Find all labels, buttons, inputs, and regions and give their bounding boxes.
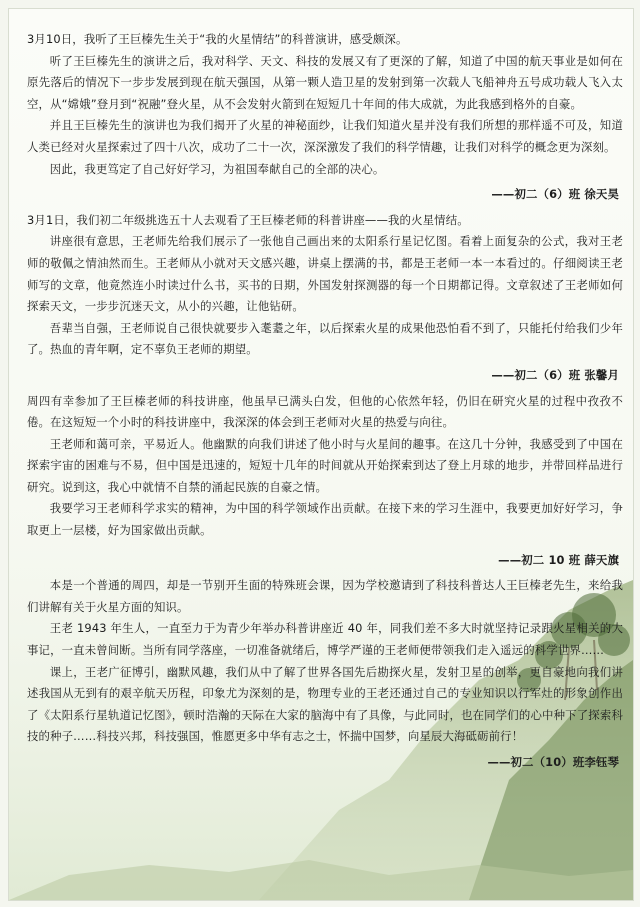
essay-2 bbox=[27, 210, 623, 387]
essay-1-paragraph-2: 听了王巨榛先生的演讲之后，我对科学、天文、科技的发展又有了更深的了解，知道了中国的航天事业是如何在原先落后的情况下一步步发展到现在航天强国，从第一颗人造卫星的发射到第一次载人飞船神舟五号成功载人飞入太空，从“嫦娥”登月到“祝融”登火星，从不会发射火箭到在短短几十年间的伟大成就，为此我感到格外的自豪。 bbox=[27, 53, 623, 111]
essay-1-paragraph-1: 3月10日，我听了王巨榛先生关于“我的火星情结”的科普演讲，感受颇深。 bbox=[27, 32, 408, 46]
essay-4-paragraph-2: 王老 1943 年生人，一直至力于为青少年举办科普讲座近 40 年，同我们差不多大时就坚持记录跟火星相关的大事记，一直未曾间断。当所有同学落座，一切准备就绪后，博学严谨的王老师便带领我们走入遥远的科学世界…… bbox=[27, 621, 623, 658]
essay-3-paragraph-2: 王老师和蔼可亲，平易近人。他幽默的向我们讲述了他小时与火星间的趣事。在这几十分钟，我感受到了中国在探索宇宙的困难与不易，但中国是迅速的，短短十几年的时间就从开始探索到达了登上月球的地步，并带回样品进行研究。说到这，我心中就情不自禁的涌起民族的自豪之情。 bbox=[27, 436, 623, 494]
essay-2-paragraph-3: 吾辈当自强，王老师说自己很快就要步入耄耋之年，以后探索火星的成果他恐怕看不到了，只能托付给我们少年了。热血的青年啊，定不辜负王老师的期望。 bbox=[27, 320, 623, 357]
essay-2-signature: ——初二（6）班 张馨月 bbox=[491, 367, 619, 382]
essay-1 bbox=[27, 29, 623, 206]
essay-3-signature: ——初二 10 班 薛天旗 bbox=[498, 552, 619, 567]
essay-1-paragraph-3: 并且王巨榛先生的演讲也为我们揭开了火星的神秘面纱，让我们知道火星并没有我们所想的那样遥不可及，知道人类已经对火星探索过了四十八次，成功了二十一次，深深激发了我们的科学情趣，让我们对科学的概念更为深刻。 bbox=[27, 118, 623, 154]
essay-2-paragraph-1: 3月1日，我们初二年级挑选五十人去观看了王巨榛老师的科普讲座——我的火星情结。 bbox=[27, 212, 469, 227]
essay-4 bbox=[27, 575, 623, 773]
document-page bbox=[8, 8, 634, 901]
essay-3-paragraph-1: 周四有幸参加了王巨榛老师的科技讲座，他虽早已满头白发，但他的心依然年轻，仍旧在研究火星的过程中孜孜不倦。在这短短一个小时的科技讲座中，我深深的体会到王老师对火星的热爱与向往。 bbox=[27, 393, 623, 430]
essay-3-paragraph-3: 我要学习王老师科学求实的精神，为中国的科学领域作出贡献。在接下来的学习生涯中，我要更加好好学习，争取更上一层楼，好为国家做出贡献。 bbox=[27, 501, 623, 538]
essay-4-paragraph-1: 本是一个普通的周四，却是一节别开生面的特殊班会课，因为学校邀请到了科技科普达人王巨榛老先生，来给我们讲解有关于火星方面的知识。 bbox=[27, 578, 623, 614]
essay-3 bbox=[27, 391, 623, 572]
essay-1-signature: ——初二（6）班 徐天昊 bbox=[491, 187, 619, 202]
essay-1-paragraph-4: 因此，我更笃定了自己好好学习，为祖国奉献自己的全部的决心。 bbox=[49, 161, 385, 176]
essay-4-paragraph-3: 课上，王老广征博引，幽默风趣，我们从中了解了世界各国先后勘探火星，发射卫星的创举，更自豪地向我们讲述我国从无到有的艰辛航天历程，印象尤为深刻的是，物理专业的王老还通过自己的专业知识以行军灶的形象创作出了《太阳系行星轨道记忆图》，顿时浩瀚的天际在大家的脑海中有了具像，与此同时，也在同学们的心中种下了探索科技的种子……科技兴邦，科技强国，惟愿更多中华有志之士，怀揣中国梦，向星辰大海砥砺前行！ bbox=[27, 664, 623, 744]
essay-4-signature: ——初二（10）班李钰琴 bbox=[487, 755, 619, 769]
essay-2-paragraph-2: 讲座很有意思，王老师先给我们展示了一张他自己画出来的太阳系行星记忆图。看着上面复杂的公式，我对王老师的敬佩之情油然而生。王老师从小就对天文感兴趣，讲桌上摆满的书，都是王老师一本一本看过的。仔细阅读王老师写的文章，他竟然连小时读过什么书，买书的日期，外国发射探测器的每一个日期都记得。文章叙述了王老师如何探索天文，一步步沉迷天文，从小的兴趣，让他钻研。 bbox=[27, 234, 623, 314]
essay-collection bbox=[27, 29, 623, 778]
